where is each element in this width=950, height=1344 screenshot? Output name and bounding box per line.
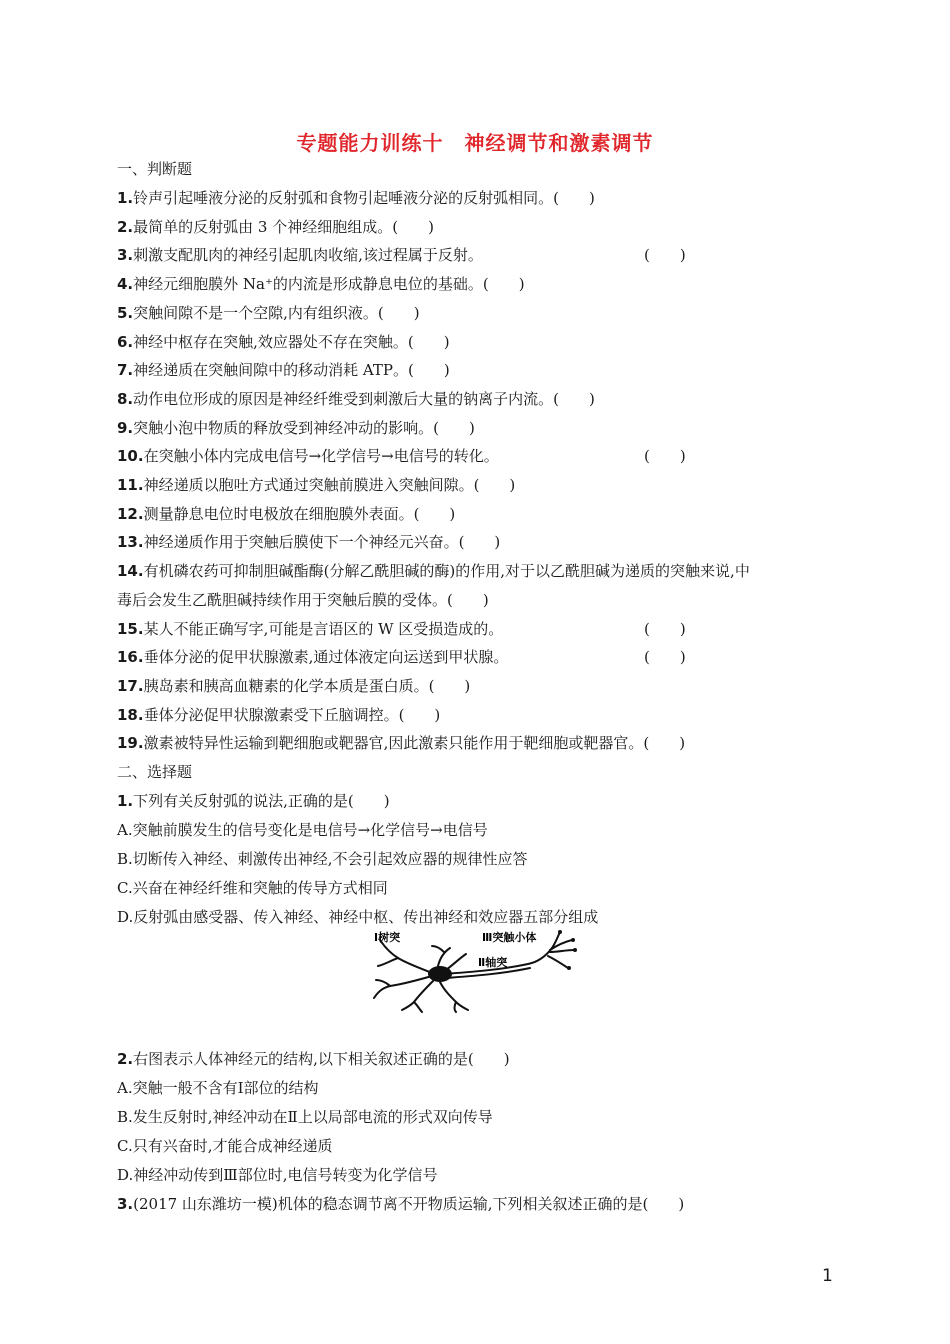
- question-number: 17.: [117, 676, 144, 695]
- question-2-option-c: C.只有兴奋时,才能合成神经递质: [117, 1137, 333, 1155]
- question-number: 9.: [117, 418, 134, 437]
- question-number: 7.: [117, 361, 134, 380]
- question-number: 8.: [117, 389, 134, 408]
- answer-bracket: ( ): [644, 246, 686, 265]
- judgment-text: 某人不能正确写字,可能是言语区的 W 区受损造成的。: [143, 619, 504, 638]
- label-synaptic-terminal: Ⅲ突触小体: [482, 931, 537, 944]
- judgment-item: [117, 560, 750, 582]
- question-1-option-c: C.兴奋在神经纤维和突触的传导方式相同: [117, 879, 388, 897]
- judgment-text: 垂体分泌的促甲状腺激素,通过体液定向运送到甲状腺。: [143, 648, 509, 667]
- question-number: 14.: [117, 562, 144, 581]
- judgment-text: 刺激支配肌肉的神经引起肌肉收缩,该过程属于反射。: [133, 246, 483, 265]
- judgment-text: 突触间隙不是一个空隙,内有组织液。( ): [133, 303, 420, 322]
- judgment-text: 在突触小体内完成电信号→化学信号→电信号的转化。: [143, 447, 499, 466]
- judgment-item: [117, 675, 470, 697]
- question-2-option-b: B.发生反射时,神经冲动在Ⅱ上以局部电流的形式双向传导: [117, 1108, 493, 1126]
- label-axon: Ⅱ轴突: [478, 956, 508, 969]
- page-number: 1: [822, 1266, 833, 1286]
- judgment-text: 垂体分泌促甲状腺激素受下丘脑调控。( ): [143, 705, 441, 724]
- page-title: 专题能力训练十 神经调节和激素调节: [296, 131, 654, 155]
- judgment-item: [117, 618, 686, 640]
- judgment-text: 神经中枢存在突触,效应器处不存在突触。( ): [133, 332, 450, 351]
- judgment-item: [117, 445, 686, 467]
- section-heading-judgment: 一、判断题: [117, 160, 193, 178]
- question-number: 1.: [117, 189, 134, 207]
- question-number: 2.: [117, 1050, 134, 1068]
- judgment-item: [117, 474, 515, 496]
- question-2-stem: 2.右图表示人体神经元的结构,以下相关叙述正确的是( ): [117, 1050, 510, 1068]
- question-number: 2.: [117, 217, 134, 236]
- judgment-item: [117, 216, 434, 238]
- judgment-item: [117, 359, 450, 381]
- judgment-item: [117, 704, 440, 726]
- judgment-item: [117, 302, 420, 324]
- judgment-item: [117, 273, 525, 295]
- judgment-item: [117, 187, 595, 209]
- question-1-option-d: D.反射弧由感受器、传入神经、神经中枢、传出神经和效应器五部分组成: [117, 908, 599, 926]
- judgment-text: 突触小泡中物质的释放受到神经冲动的影响。( ): [133, 418, 475, 437]
- question-number: 3.: [117, 246, 134, 265]
- answer-bracket: ( ): [644, 619, 686, 638]
- judgment-text: 神经递质在突触间隙中的移动消耗 ATP。( ): [133, 361, 450, 380]
- question-2-option-d: D.神经冲动传到Ⅲ部位时,电信号转变为化学信号: [117, 1166, 438, 1184]
- question-number: 11.: [117, 476, 144, 494]
- question-1-stem: 1.下列有关反射弧的说法,正确的是( ): [117, 792, 390, 810]
- question-number: 10.: [117, 447, 144, 466]
- judgment-text: 神经元细胞膜外 Na⁺的内流是形成静息电位的基础。( ): [133, 275, 525, 294]
- question-number: 18.: [117, 705, 144, 724]
- judgment-text: 最简单的反射弧由 3 个神经细胞组成。( ): [133, 217, 434, 236]
- neuron-diagram: [360, 928, 585, 1013]
- question-number: 6.: [117, 332, 134, 351]
- judgment-item: [117, 732, 685, 754]
- judgment-text: 毒后会发生乙酰胆碱持续作用于突触后膜的受体。( ): [117, 590, 489, 609]
- question-number: 12.: [117, 504, 144, 523]
- judgment-item: [117, 531, 500, 553]
- judgment-text: 神经递质作用于突触后膜使下一个神经元兴奋。( ): [143, 533, 501, 552]
- question-number: 5.: [117, 303, 134, 322]
- judgment-text: 动作电位形成的原因是神经纤维受到刺激后大量的钠离子内流。( ): [133, 389, 595, 408]
- cell-body-nucleus: [428, 966, 452, 982]
- judgment-text: 胰岛素和胰高血糖素的化学本质是蛋白质。( ): [143, 676, 471, 695]
- question-1-option-b: B.切断传入神经、刺激传出神经,不会引起效应器的规律性应答: [117, 850, 528, 868]
- question-number: 16.: [117, 648, 144, 667]
- question-number: 15.: [117, 619, 144, 638]
- section-heading-choice: 二、选择题: [117, 763, 193, 781]
- judgment-item: [117, 646, 686, 668]
- question-1-option-a: A.突触前膜发生的信号变化是电信号→化学信号→电信号: [117, 821, 488, 839]
- answer-bracket: ( ): [644, 447, 686, 466]
- judgment-text: 铃声引起唾液分泌的反射弧和食物引起唾液分泌的反射弧相同。( ): [133, 189, 595, 207]
- label-dendrite: Ⅰ树突: [374, 931, 401, 944]
- judgment-item: [117, 589, 489, 611]
- judgment-text: 激素被特异性运输到靶细胞或靶器官,因此激素只能作用于靶细胞或靶器官。( ): [143, 734, 686, 753]
- judgment-item: [117, 388, 595, 410]
- question-number: 13.: [117, 533, 144, 552]
- judgment-item: [117, 417, 475, 439]
- question-3-stem: 3.(2017 山东潍坊一模)机体的稳态调节离不开物质运输,下列相关叙述正确的是( ): [117, 1195, 685, 1213]
- question-number: 19.: [117, 734, 144, 753]
- judgment-item: [117, 244, 686, 266]
- judgment-item: [117, 503, 455, 525]
- judgment-text: 测量静息电位时电极放在细胞膜外表面。( ): [143, 504, 456, 523]
- question-number: 3.: [117, 1195, 134, 1213]
- judgment-text: 神经递质以胞吐方式通过突触前膜进入突触间隙。( ): [143, 476, 516, 494]
- answer-bracket: ( ): [644, 648, 686, 667]
- judgment-text: 有机磷农药可抑制胆碱酯酶(分解乙酰胆碱的酶)的作用,对于以乙酰胆碱为递质的突触来说,中: [143, 562, 750, 581]
- dendrite-branch: [380, 940, 432, 973]
- judgment-item: [117, 331, 450, 353]
- question-number: 4.: [117, 275, 134, 294]
- question-number: 1.: [117, 792, 134, 810]
- question-2-option-a: A.突触一般不含有Ⅰ部位的结构: [117, 1079, 319, 1097]
